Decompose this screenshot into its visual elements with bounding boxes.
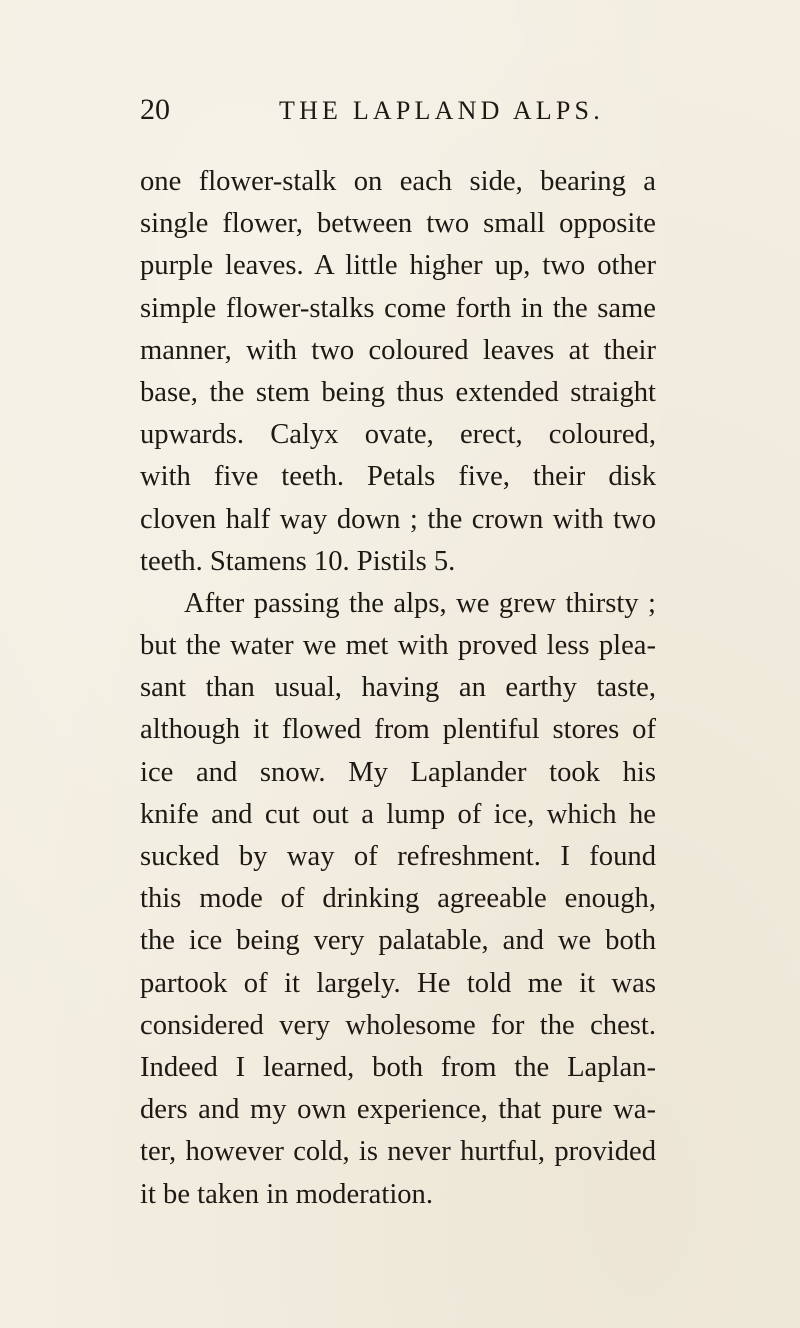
text-line: teeth. Stamens 10. Pistils 5. [140, 545, 456, 577]
text-line: it be taken in moderation. [140, 1178, 434, 1210]
text-line: Indeed I learned, both from the Laplan- [140, 1051, 656, 1083]
text-line: with five teeth. Petals five, their disk [140, 461, 656, 493]
text-line: ders and my own experience, that pure wa- [140, 1094, 656, 1126]
text-line: considered very wholesome for the chest. [140, 1009, 656, 1041]
text-line: the ice being very palatable, and we both [140, 925, 656, 957]
text-line: but the water we met with proved less plea- [140, 630, 656, 662]
running-title: THE LAPLAND ALPS. [279, 96, 604, 125]
text-line: base, the stem being thus extended straight [140, 376, 656, 408]
body-text [140, 161, 656, 1216]
text-line: ter, however cold, is never hurtful, provided [140, 1136, 656, 1168]
text-line: manner, with two coloured leaves at their [140, 334, 656, 366]
text-line: partook of it largely. He told me it was [140, 967, 656, 999]
text-line: although it flowed from plentiful stores of [140, 714, 656, 746]
text-line: one flower-stalk on each side, bearing a [140, 166, 656, 197]
text-line: cloven half way down ; the crown with two [140, 503, 656, 535]
page-number: 20 [140, 93, 170, 126]
text-line: simple flower-stalks come forth in the same [140, 292, 656, 324]
text-line: sant than usual, having an earthy taste, [140, 672, 656, 704]
text-line: this mode of drinking agreeable enough, [140, 883, 656, 915]
text-line: knife and cut out a lump of ice, which he [140, 798, 656, 830]
paragraph-start-line: After passing the alps, we grew thirsty ; [184, 587, 656, 619]
text-line: ice and snow. My Laplander took his [140, 756, 656, 788]
text-line: sucked by way of refreshment. I found [140, 841, 656, 872]
text-line: purple leaves. A little higher up, two other [140, 250, 656, 282]
text-line: upwards. Calyx ovate, erect, coloured, [140, 419, 656, 451]
running-head [140, 93, 680, 133]
text-line: single flower, between two small opposite [140, 208, 656, 240]
